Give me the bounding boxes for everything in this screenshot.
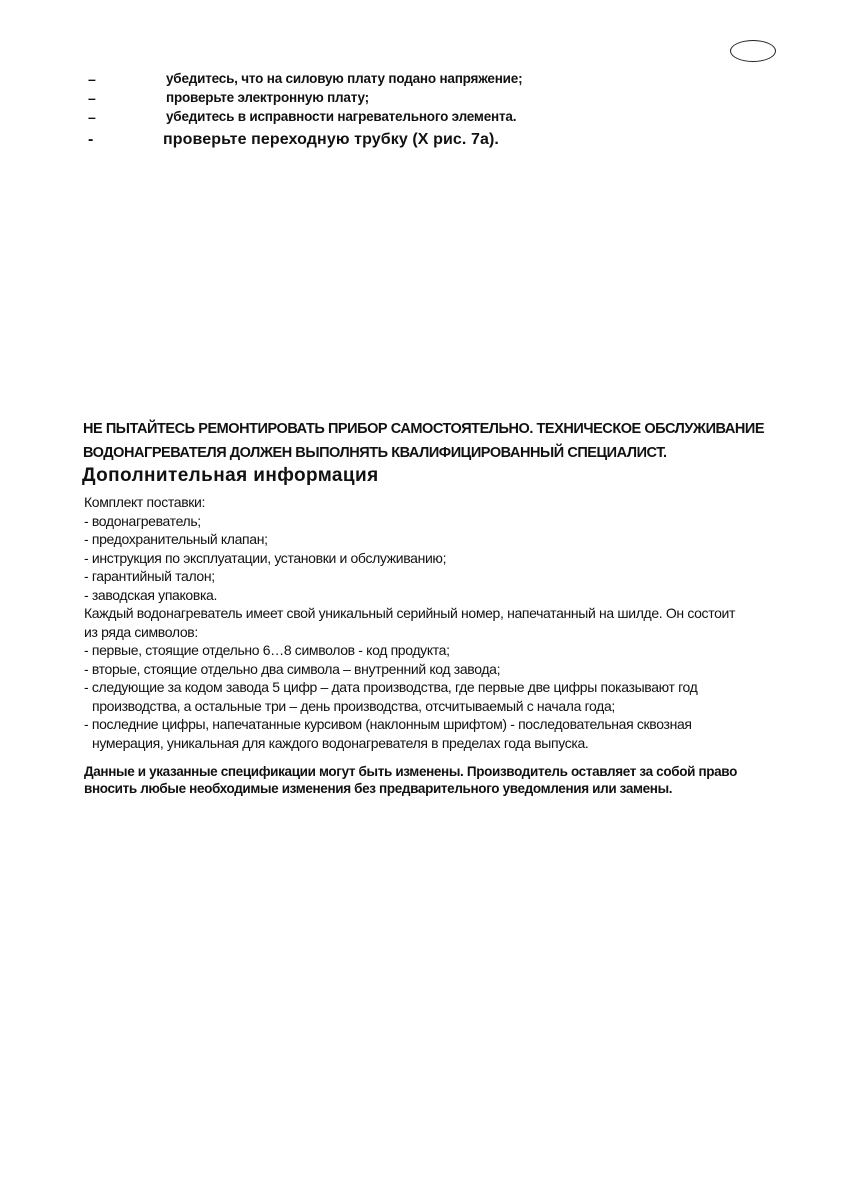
list-dash: - — [88, 131, 94, 148]
kit-item: - заводская упаковка. — [84, 586, 218, 603]
list-item — [88, 109, 788, 128]
list-item — [88, 90, 788, 109]
list-item-text: проверьте переходную трубку (X рис. 7а). — [163, 131, 499, 148]
serial-intro: из ряда символов: — [84, 623, 198, 640]
list-item-text: убедитесь, что на силовую плату подано напряжение; — [166, 71, 523, 86]
list-dash: – — [88, 109, 96, 125]
specification-note — [84, 763, 804, 797]
section-heading: Дополнительная информация — [82, 465, 379, 486]
serial-item: - следующие за кодом завода 5 цифр – дата производства, где первые две цифры показывают год — [84, 679, 698, 695]
list-item-text: убедитесь в исправности нагревательного элемента. — [166, 109, 517, 124]
warning-line: ВОДОНАГРЕВАТЕЛЯ ДОЛЖЕН ВЫПОЛНЯТЬ КВАЛИФИЦИРОВАННЫЙ СПЕЦИАЛИСТ. — [83, 445, 667, 461]
serial-item-continuation: нумерация, уникальная для каждого водонагревателя в пределах года выпуска. — [92, 734, 589, 751]
serial-item: - последние цифры, напечатанные курсивом (наклонным шрифтом) - последовательная сквозная — [84, 716, 692, 732]
additional-info-body — [84, 493, 804, 752]
warning-line: НЕ ПЫТАЙТЕСЬ РЕМОНТИРОВАТЬ ПРИБОР САМОСТОЯТЕЛЬНО. ТЕХНИЧЕСКОЕ ОБСЛУЖИВАНИЕ — [83, 421, 765, 437]
list-item — [88, 131, 788, 155]
kit-item: - инструкция по эксплуатации, установки и обслуживанию; — [84, 549, 447, 566]
serial-item: - первые, стоящие отдельно 6…8 символов - код продукта; — [84, 642, 450, 658]
kit-title: Комплект поставки: — [84, 494, 206, 510]
serial-intro: Каждый водонагреватель имеет свой уникальный серийный номер, напечатанный на шилде. Он состоит — [84, 605, 736, 621]
repair-warning — [83, 417, 803, 465]
note-line: Данные и указанные спецификации могут быть изменены. Производитель оставляет за собой право — [84, 764, 737, 779]
kit-item: - гарантийный талон; — [84, 568, 215, 584]
checklist — [88, 71, 788, 155]
note-line: вносить любые необходимые изменения без предварительного уведомления или замены. — [84, 781, 673, 796]
list-item — [88, 71, 788, 90]
serial-item-continuation: производства, а остальные три – день производства, отсчитываемый с начала года; — [92, 697, 615, 714]
kit-item: - водонагреватель; — [84, 512, 201, 529]
list-item-text: проверьте электронную плату; — [166, 90, 369, 105]
kit-item: - предохранительный клапан; — [84, 531, 268, 547]
list-dash: – — [88, 71, 96, 87]
page-marker-oval — [730, 40, 776, 62]
list-dash: – — [88, 90, 96, 106]
serial-item: - вторые, стоящие отдельно два символа – внутренний код завода; — [84, 660, 501, 677]
